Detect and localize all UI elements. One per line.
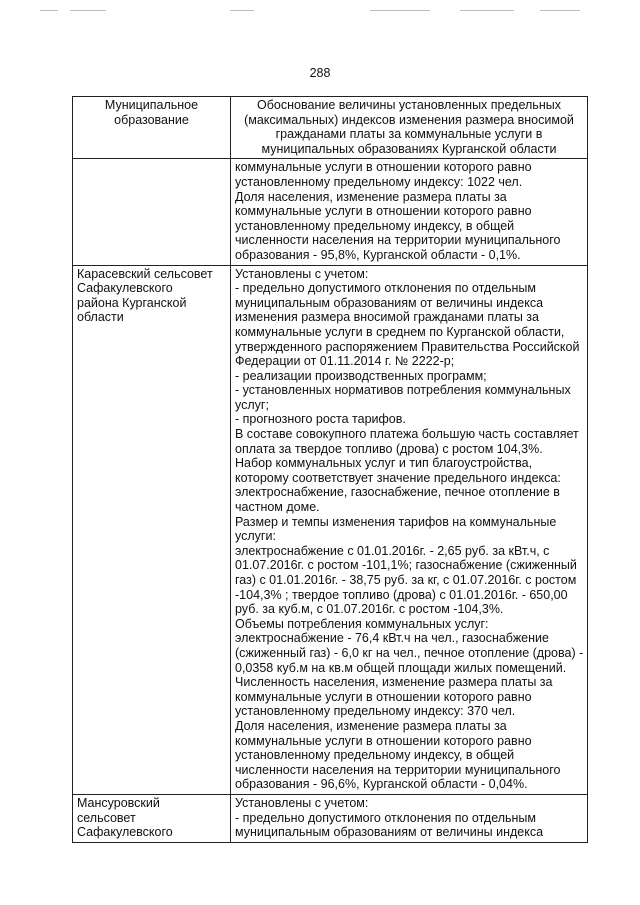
justification-line: коммунальные услуги в отношении которого равно xyxy=(235,160,532,175)
header-line: муниципальных образованиях Курганской области xyxy=(261,141,557,156)
municipality-line: Сафакулевского xyxy=(77,281,173,296)
justification-line: Численность населения, изменение размера платы за xyxy=(235,675,553,690)
page-number: 288 xyxy=(309,66,331,80)
justification-line: коммунальные услуги в отношении которого равно xyxy=(235,733,532,748)
justification-line: Установлены с учетом: xyxy=(235,266,369,281)
justification-line: численности населения на территории муниципального xyxy=(235,762,561,777)
municipality-cell xyxy=(73,159,231,265)
municipality-cell xyxy=(73,794,231,842)
justification-line: Федерации от 01.11.2014 г. № 2222-р; xyxy=(235,354,455,369)
justification-line: электроснабжение - 76,4 кВт.ч на чел., газоснабжение xyxy=(235,631,549,646)
table-row xyxy=(73,794,588,842)
justification-line: Набор коммунальных услуг и тип благоустройства, xyxy=(235,456,533,471)
justification-line: электроснабжение, газоснабжение, печное отопление в xyxy=(235,485,560,500)
justification-line: которому соответствует значение предельного индекса: xyxy=(235,470,561,485)
municipality-line: сельсовет xyxy=(77,810,136,825)
municipality-cell xyxy=(73,265,231,794)
justification-line: коммунальные услуги в среднем по Курганской области, xyxy=(235,324,565,339)
justification-cell xyxy=(231,265,588,794)
justification-line: Объемы потребления коммунальных услуг: xyxy=(235,616,489,631)
justification-line: услуг; xyxy=(235,397,269,412)
justification-line: - прогнозного роста тарифов. xyxy=(235,412,406,427)
municipality-line: области xyxy=(77,310,124,325)
justification-line: газ) с 01.01.2016г. - 38,75 руб. за кг, с 01.07.2016г. с ростом xyxy=(235,573,577,587)
justification-line: - предельно допустимого отклонения по отдельным xyxy=(235,281,537,296)
header-line: образование xyxy=(114,112,189,127)
header-line: (максимальных) индексов изменения размера вносимой xyxy=(244,112,574,127)
justification-line: - предельно допустимого отклонения по отдельным xyxy=(235,810,537,825)
justification-line: 0,0358 куб.м на кв.м общей площади жилых помещений. xyxy=(235,660,567,675)
justification-table xyxy=(72,96,588,843)
justification-line: (сжиженный газ) - 6,0 кг на чел., печное отопление (дрова) - xyxy=(235,645,584,660)
justification-line: Доля населения, изменение размера платы за xyxy=(235,718,507,733)
justification-line: руб. за куб.м, с 01.07.2016г. с ростом -104,3%. xyxy=(235,602,504,617)
scan-artifact xyxy=(40,10,600,14)
justification-line: муниципальным образованиям от величины индекса xyxy=(235,295,544,310)
justification-line: установленному предельному индексу, в общей xyxy=(235,218,515,233)
justification-line: оплата за твердое топливо (дрова) с ростом 104,3%. xyxy=(235,441,543,456)
justification-line: коммунальные услуги в отношении которого равно xyxy=(235,689,532,704)
header-municipality xyxy=(73,97,231,159)
justification-line: коммунальные услуги в отношении которого равно xyxy=(235,204,532,219)
justification-line: электроснабжение с 01.01.2016г. - 2,65 руб. за кВт.ч, с xyxy=(235,543,550,558)
table-row xyxy=(73,159,588,265)
justification-line: установленному предельному индексу, в общей xyxy=(235,748,515,763)
table-header-row xyxy=(73,97,588,159)
municipality-line: Мансуровский xyxy=(77,795,160,810)
header-line: Муниципальное xyxy=(104,98,199,112)
municipality-line: Карасевский сельсовет xyxy=(77,266,213,281)
header-line: гражданами платы за коммунальные услуги в xyxy=(275,127,543,142)
justification-line: услуги: xyxy=(235,529,276,544)
header-line: Обоснование величины установленных предельных xyxy=(257,98,561,112)
justification-cell xyxy=(231,159,588,265)
justification-line: - реализации производственных программ; xyxy=(235,368,487,383)
justification-line: Размер и темпы изменения тарифов на коммунальные xyxy=(235,514,557,529)
municipality-line: Сафакулевского xyxy=(77,825,173,840)
justification-line: численности населения на территории муниципального xyxy=(235,233,561,248)
justification-line: 01.07.2016г. с ростом -101,1%; газоснабжение (сжиженный xyxy=(235,558,577,573)
justification-cell xyxy=(231,794,588,842)
justification-line: установленному предельному индексу: 1022 чел. xyxy=(235,174,523,189)
justification-line: - установленных нормативов потребления коммунальных xyxy=(235,383,571,398)
table-row xyxy=(73,265,588,794)
justification-line: Установлены с учетом: xyxy=(235,795,369,810)
justification-line: частном доме. xyxy=(235,500,320,515)
justification-line: муниципальным образованиям от величины индекса xyxy=(235,825,544,840)
justification-line: В составе совокупного платежа большую часть составляет xyxy=(235,427,579,442)
municipality-line: района Курганской xyxy=(77,295,187,310)
justification-line: изменения размера вносимой гражданами платы за xyxy=(235,310,539,325)
justification-line: образования - 95,8%, Курганской области - 0,1%. xyxy=(235,247,521,262)
justification-line: -104,3% ; твердое топливо (дрова) с 01.01.2016г. - 650,00 xyxy=(235,587,568,602)
justification-line: установленному предельному индексу: 370 чел. xyxy=(235,704,516,719)
header-justification xyxy=(231,97,588,159)
justification-line: Доля населения, изменение размера платы за xyxy=(235,189,507,204)
justification-line: образования - 96,6%, Курганской области - 0,04%. xyxy=(235,777,528,792)
justification-line: утвержденного распоряжением Правительства Российской xyxy=(235,339,580,354)
